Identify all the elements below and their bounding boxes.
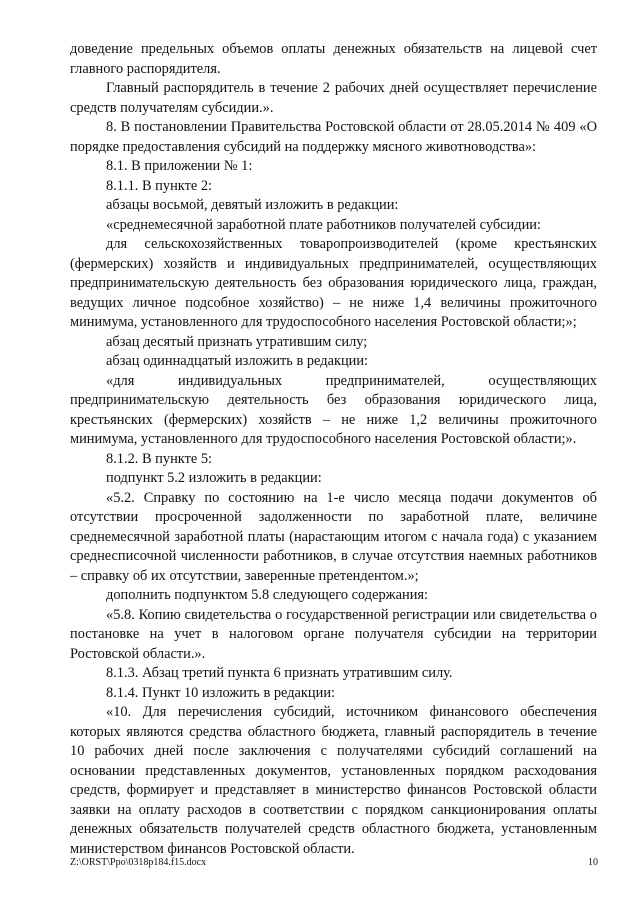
paragraph: абзац одиннадцатый изложить в редакции: <box>106 353 369 369</box>
page-number: 10 <box>588 857 598 868</box>
paragraph: «5.8. Копию свидетельства о государственной регистрации или свидетельства о постановке на учет в налоговом органе получателя субсидии на территории Ростовской области.». <box>70 606 597 662</box>
paragraph: «5.2. Справку по состоянию на 1-е число месяца подачи документов об отсутствии просроченной задолженности по заработной плате, величине среднемесячной заработной платы (нарастающим итогом с начала года) с указанием среднесписочной численности работников, в случае отсутствия наемных работников – справку об их отсутствии, заверенные претендентом.»; <box>70 489 597 584</box>
paragraph: «среднемесячной заработной плате работников получателей субсидии: <box>106 216 541 233</box>
footer-file-path: Z:\ORST\Ppo\0318p184.f15.docx <box>70 857 207 868</box>
paragraph: 8.1.4. Пункт 10 изложить в редакции: <box>106 684 336 701</box>
paragraph: для сельскохозяйственных товаропроизводителей (кроме крестьянских (фермерских) хозяйств и индивидуальных предпринимателей, осуществляющих предпринимательскую деятельность без образования юридического лица, граждан, ведущих личное подсобное хозяйство) – не ниже 1,4 величины прожиточного минимума, установленного для трудоспособного населения Ростовской области;»; <box>70 236 597 330</box>
paragraph: 8.1.3. Абзац третий пункта 6 признать утратившим силу. <box>106 665 453 681</box>
paragraph: 8.1.2. В пункте 5: <box>106 450 213 467</box>
paragraph: абзац десятый признать утратившим силу; <box>106 333 368 350</box>
paragraph: доведение предельных объемов оплаты денежных обязательств на лицевой счет главного распорядителя. <box>70 41 597 77</box>
paragraph: 8.1. В приложении № 1: <box>106 158 253 174</box>
paragraph: 8. В постановлении Правительства Ростовской области от 28.05.2014 № 409 «О порядке предоставления субсидий на поддержку мясного животноводства»: <box>70 119 597 155</box>
paragraph: Главный распорядитель в течение 2 рабочих дней осуществляет перечисление средств получателям субсидии.». <box>70 80 597 116</box>
document-body <box>70 40 597 859</box>
paragraph: абзацы восьмой, девятый изложить в редакции: <box>106 197 399 213</box>
paragraph: 8.1.1. В пункте 2: <box>106 177 213 194</box>
paragraph: подпункт 5.2 изложить в редакции: <box>106 470 322 486</box>
paragraph: «10. Для перечисления субсидий, источником финансового обеспечения которых являются средства областного бюджета, главный распорядитель в течение 10 рабочих дней после заключения с получателями субсидий соглашений на основании представленных документов, установленных порядком расходования средств, формирует и представляет в министерство финансов Ростовской области заявки на оплату расходов в соответствии с порядком санкционирования оплаты денежных обязательств получателей средств областного бюджета, установленным министерством финансов Ростовской области. <box>70 704 597 857</box>
paragraph: дополнить подпунктом 5.8 следующего содержания: <box>106 587 429 603</box>
paragraph: «для индивидуальных предпринимателей, осуществляющих предпринимательскую деятельность без образования юридического лица, крестьянских (фермерских) хозяйств – не ниже 1,2 величины прожиточного минимума, установленного для трудоспособного населения Ростовской области;». <box>70 372 597 447</box>
